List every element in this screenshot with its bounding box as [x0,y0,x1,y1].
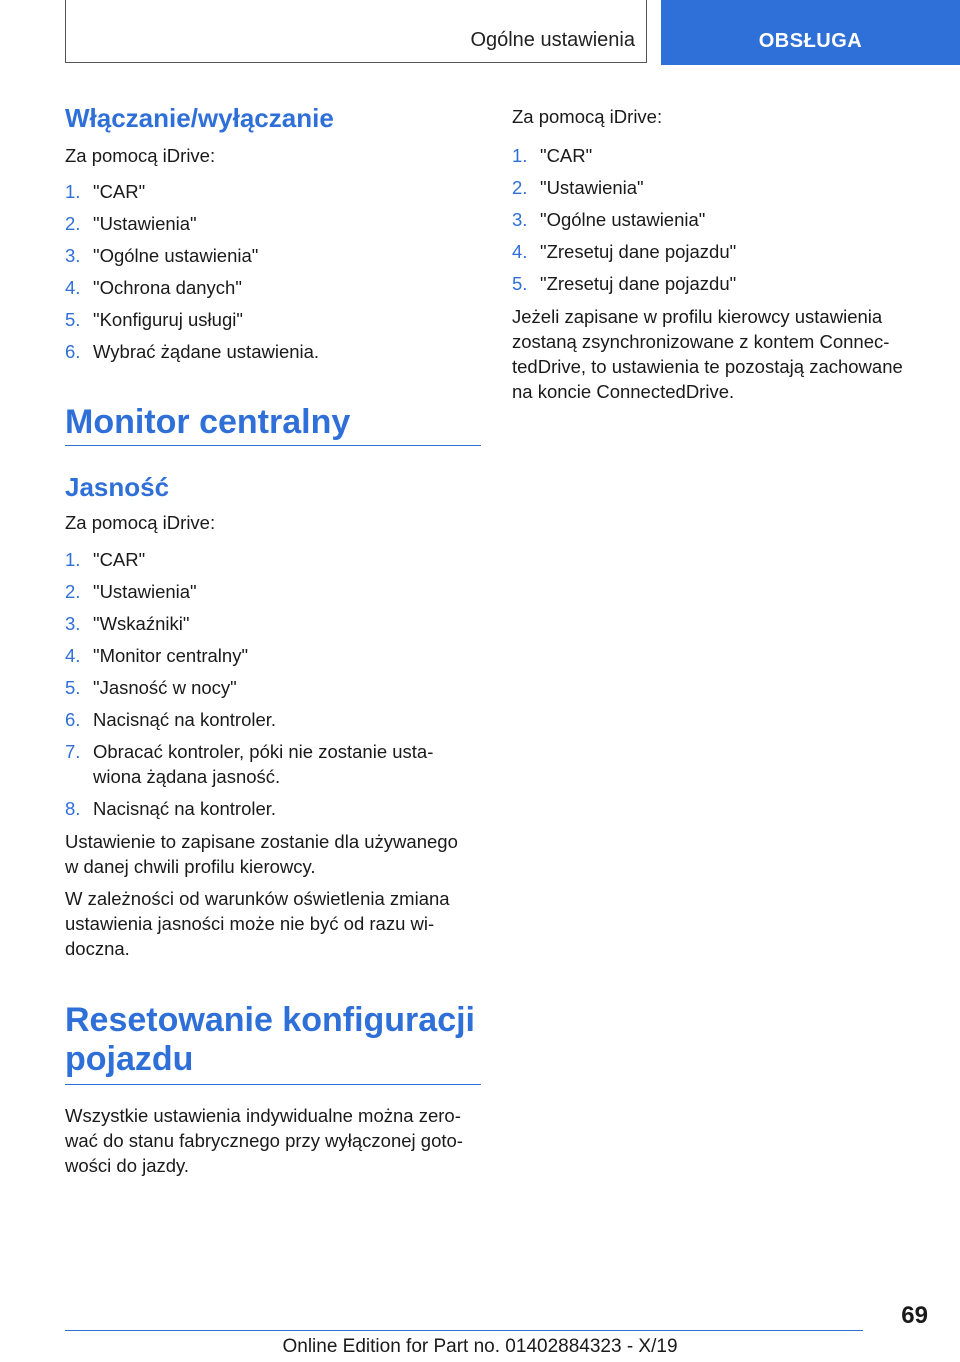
list-item: 5. "Konfiguruj usługi" [65,309,243,330]
list-item: 6. Nacisnąć na kontroler. [65,709,277,730]
onoff-intro: Za pomocą iDrive: [65,145,216,166]
reset-text: Wszystkie ustawienia indywidualne można zero- wać do stanu fabrycznego przy wyłączonej goto- wości do jazdy. [65,1105,463,1176]
page-number: 69 [901,1302,928,1329]
list-item: 1. "CAR" [512,145,593,166]
list-item: 3. "Ogólne ustawienia" [65,245,259,266]
monitor-heading: Monitor centralny [65,403,481,446]
brightness-heading: Jasność [65,472,170,502]
list-item: 8. Nacisnąć na kontroler. [65,798,277,819]
header-section-title: Ogólne ustawienia [470,29,635,51]
brightness-note-1: Ustawienie to zapisane zostanie dla używanego w danej chwili profilu kierowcy. [65,831,458,877]
list-item: 5. "Zresetuj dane pojazdu" [512,273,737,294]
reset-steps [512,143,922,296]
chapter-tab: OBSŁUGA [661,0,960,65]
edition-footer: Online Edition for Part no. 01402884323 - X/19 [282,1336,678,1357]
brightness-intro: Za pomocą iDrive: [65,512,216,533]
brightness-steps [65,547,481,821]
list-item: 1. "CAR" [65,549,146,570]
reset-intro: Za pomocą iDrive: [512,106,663,127]
list-item: 2. "Ustawienia" [65,213,197,234]
onoff-heading: Włączanie/wyłączanie [65,103,334,133]
list-item: 4. "Ochrona danych" [65,277,242,298]
footer-divider [65,1330,863,1331]
reset-heading: Resetowanie konfiguracji pojazdu [65,1001,481,1085]
list-item: 4. "Monitor centralny" [65,645,249,666]
list-item: 1. "CAR" [65,181,146,202]
sync-note: Jeżeli zapisane w profilu kierowcy ustawienia zostaną zsynchronizowane z kontem Connec- tedDrive, to ustawienia te pozostają zachowane na koncie ConnectedDrive. [512,306,903,402]
list-item: 6. Wybrać żądane ustawienia. [65,341,320,362]
list-item: 3. "Wskaźniki" [65,613,190,634]
list-item: 2. "Ustawienia" [65,581,197,602]
list-item: 4. "Zresetuj dane pojazdu" [512,241,737,262]
onoff-steps [65,179,481,364]
list-item: 2. "Ustawienia" [512,177,644,198]
list-item: 7. Obracać kontroler, póki nie zostanie usta- wiona żądana jasność. [65,741,434,787]
list-item: 5. "Jasność w nocy" [65,677,237,698]
list-item: 3. "Ogólne ustawienia" [512,209,706,230]
brightness-note-2: W zależności od warunków oświetlenia zmiana ustawienia jasności może nie być od razu wi- doczna. [65,888,450,959]
